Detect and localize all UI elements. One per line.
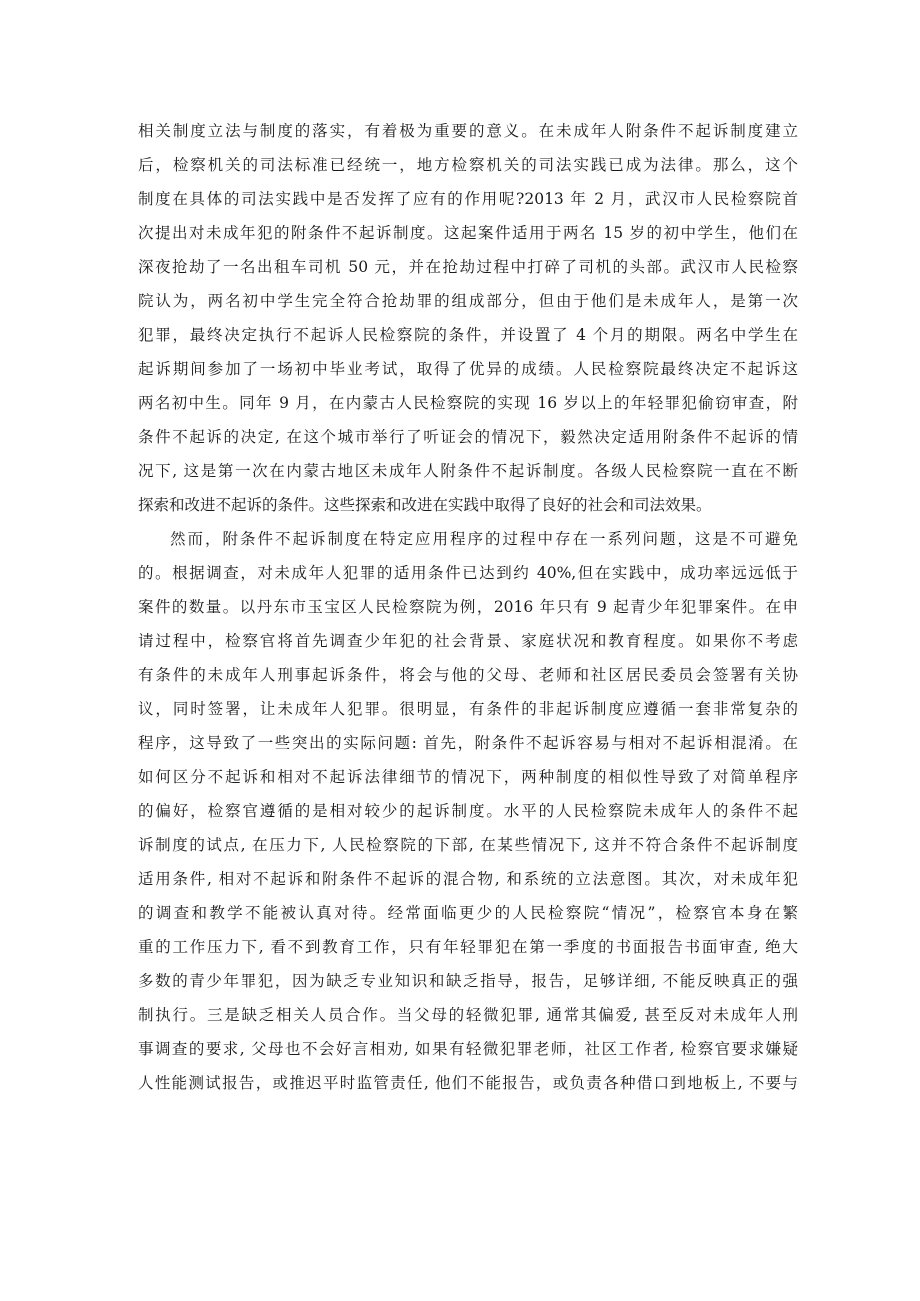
text-line: 适用条件, 相对不起诉和附条件不起诉的混合物, 和系统的立法意图。其次，对未成年犯	[138, 870, 798, 888]
text-line: 条件不起诉的决定, 在这个城市举行了听证会的情况下，毅然决定适用附条件不起诉的情	[138, 428, 798, 446]
text-line: 重的工作压力下, 看不到教育工作，只有年轻罪犯在第一季度的书面报告书面审查, 绝大	[138, 938, 798, 956]
text-line: 如何区分不起诉和相对不起诉法律细节的情况下，两种制度的相似性导致了对简单程序	[138, 768, 798, 786]
text-line: 的。根据调查，对未成年人犯罪的适用条件已达到约 40%,但在实践中，成功率远远低于	[138, 564, 798, 582]
text-line: 有条件的未成年人刑事起诉条件，将会与他的父母、老师和社区居民委员会签署有关协	[138, 666, 798, 684]
text-line: 况下, 这是第一次在内蒙古地区未成年人附条件不起诉制度。各级人民检察院一直在不断	[138, 462, 798, 480]
text-line: 的偏好，检察官遵循的是相对较少的起诉制度。水平的人民检察院未成年人的条件不起	[138, 802, 798, 820]
text-line: 探索和改进不起诉的条件。这些探索和改进在实践中取得了良好的社会和司法效果。	[138, 496, 712, 514]
text-line: 多数的青少年罪犯，因为缺乏专业知识和缺乏指导，报告，足够详细, 不能反映真正的强	[138, 972, 798, 990]
text-line: 请过程中，检察官将首先调查少年犯的社会背景、家庭状况和教育程度。如果你不考虑	[138, 632, 798, 650]
text-line: 两名初中生。同年 9 月，在内蒙古人民检察院的实现 16 岁以上的年轻罪犯偷窃审查，附	[138, 394, 798, 412]
text-line: 深夜抢劫了一名出租车司机 50 元，并在抢劫过程中打碎了司机的头部。武汉市人民检察	[138, 258, 798, 276]
text-line: 案件的数量。以丹东市玉宝区人民检察院为例，2016 年只有 9 起青少年犯罪案件。在申	[138, 598, 798, 616]
text-line: 次提出对未成年犯的附条件不起诉制度。这起案件适用于两名 15 岁的初中学生，他们在	[138, 224, 798, 242]
text-line: 诉制度的试点, 在压力下, 人民检察院的下部, 在某些情况下, 这并不符合条件不起诉制度	[138, 836, 798, 854]
paragraph	[138, 522, 798, 1100]
text-line: 事调查的要求, 父母也不会好言相劝, 如果有轻微犯罪老师，社区工作者, 检察官要求嫌疑	[138, 1040, 798, 1058]
text-line: 制度在具体的司法实践中是否发挥了应有的作用呢?2013 年 2 月，武汉市人民检察院首	[138, 190, 798, 208]
text-line: 程序，这导致了一些突出的实际问题: 首先，附条件不起诉容易与相对不起诉相混淆。在	[138, 734, 798, 752]
text-line: 起诉期间参加了一场初中毕业考试，取得了优异的成绩。人民检察院最终决定不起诉这	[138, 360, 798, 378]
text-line: 后，检察机关的司法标准已经统一，地方检察机关的司法实践已成为法律。那么，这个	[138, 156, 798, 174]
text-line: 的调查和教学不能被认真对待。经常面临更少的人民检察院“情况”，检察官本身在繁	[138, 904, 798, 922]
text-line: 相关制度立法与制度的落实，有着极为重要的意义。在未成年人附条件不起诉制度建立	[138, 122, 798, 140]
text-line: 人性能测试报告，或推迟平时监管责任, 他们不能报告，或负责各种借口到地板上, 不要与	[138, 1074, 798, 1092]
paragraph	[138, 114, 798, 522]
text-line: 院认为，两名初中学生完全符合抢劫罪的组成部分，但由于他们是未成年人，是第一次	[138, 292, 798, 310]
text-line: 制执行。三是缺乏相关人员合作。当父母的轻微犯罪, 通常其偏爱, 甚至反对未成年人刑	[138, 1006, 798, 1024]
text-line: 犯罪，最终决定执行不起诉人民检察院的条件，并设置了 4 个月的期限。两名中学生在	[138, 326, 798, 344]
document-body	[138, 114, 798, 1100]
text-line: 议，同时签署，让未成年人犯罪。很明显，有条件的非起诉制度应遵循一套非常复杂的	[138, 700, 798, 718]
text-line: 然而，附条件不起诉制度在特定应用程序的过程中存在一系列问题，这是不可避免	[170, 530, 798, 548]
